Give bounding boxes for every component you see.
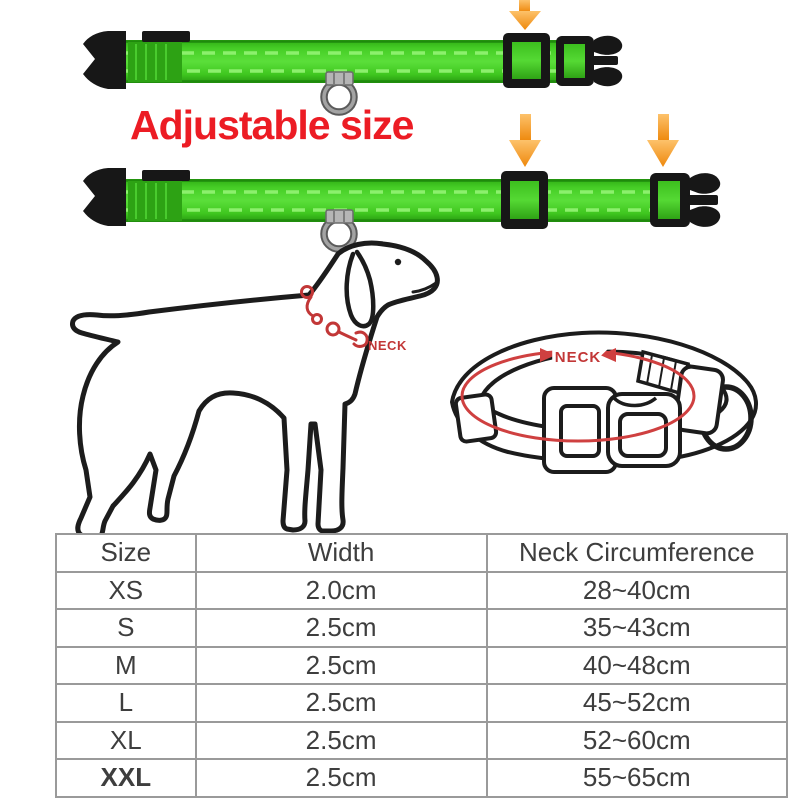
size-chart-table — [55, 533, 788, 798]
cell-width: 2.5cm — [196, 759, 487, 797]
diagram-neck-label: NECK — [554, 349, 602, 366]
cell-width: 2.0cm — [196, 572, 487, 610]
table-row — [56, 609, 787, 647]
d-ring-clamp — [326, 72, 353, 85]
cell-neck: 35~43cm — [487, 609, 787, 647]
table-row — [56, 759, 787, 797]
dog-neck-label: NECK — [368, 338, 407, 353]
cell-size: M — [56, 647, 196, 685]
table-row — [56, 647, 787, 685]
cell-size: S — [56, 609, 196, 647]
collar-photo-short — [83, 0, 622, 112]
clip-buckle-icon — [650, 173, 720, 227]
cell-neck: 28~40cm — [487, 572, 787, 610]
cell-size: XXL — [56, 759, 196, 797]
cell-width: 2.5cm — [196, 609, 487, 647]
header-neck: Neck Circumference — [487, 534, 787, 572]
cell-neck: 55~65cm — [487, 759, 787, 797]
strap-keeper — [142, 170, 190, 181]
side-release-buckle-icon — [83, 31, 126, 89]
table-row — [56, 684, 787, 722]
page-title: Adjustable size — [130, 102, 414, 148]
down-arrow-icon — [509, 0, 541, 30]
cell-neck: 45~52cm — [487, 684, 787, 722]
dog-outline-drawing — [72, 243, 437, 539]
collar-strap — [112, 179, 654, 222]
table-row — [56, 572, 787, 610]
slider-adjuster-icon — [503, 33, 550, 88]
cell-size: L — [56, 684, 196, 722]
d-ring-clamp — [326, 210, 353, 223]
down-arrow-icon — [509, 114, 541, 167]
strap-keeper — [142, 31, 190, 42]
table-row — [56, 722, 787, 760]
slider-adjuster-outline — [544, 388, 616, 472]
down-arrow-icon — [647, 114, 679, 167]
cell-size: XL — [56, 722, 196, 760]
cell-width: 2.5cm — [196, 684, 487, 722]
slider-adjuster-icon — [501, 171, 548, 229]
dog-body — [72, 243, 437, 539]
header-size: Size — [56, 534, 196, 572]
header-width: Width — [196, 534, 487, 572]
side-release-buckle-icon — [83, 168, 126, 226]
cell-neck: 40~48cm — [487, 647, 787, 685]
clip-buckle-icon — [556, 36, 622, 86]
table-header-row — [56, 534, 787, 572]
dog-eye — [395, 259, 401, 265]
cell-size: XS — [56, 572, 196, 610]
clip-buckle-outline — [608, 394, 680, 466]
cell-neck: 52~60cm — [487, 722, 787, 760]
cell-width: 2.5cm — [196, 647, 487, 685]
cell-width: 2.5cm — [196, 722, 487, 760]
collar-measure-diagram — [452, 333, 756, 472]
